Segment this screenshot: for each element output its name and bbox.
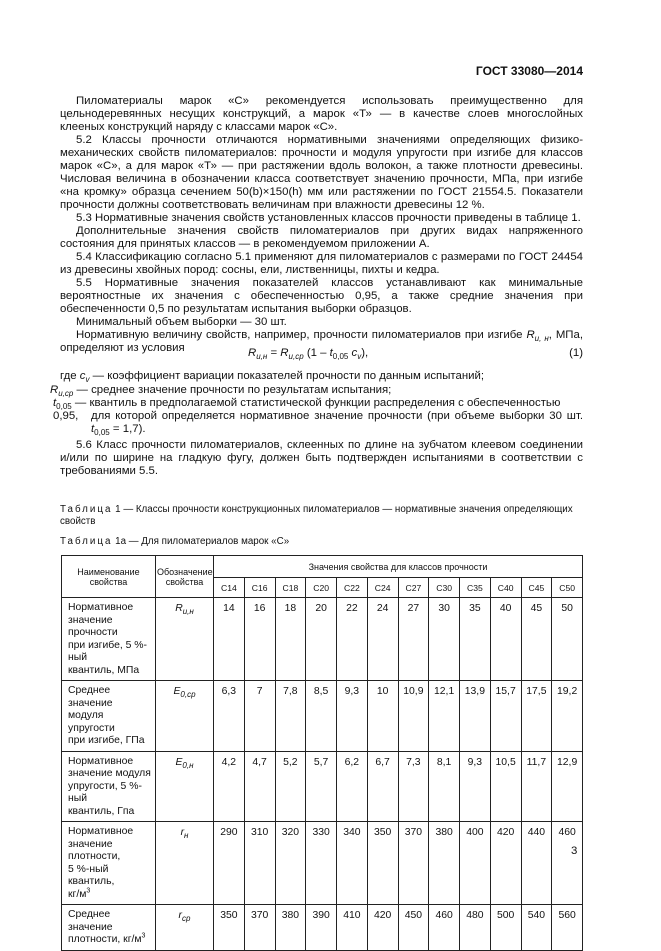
table-cell: 50 (552, 598, 583, 681)
table-cell: 35 (460, 598, 491, 681)
table-cell: 8,1 (429, 751, 460, 822)
table-row (62, 822, 583, 905)
table-cell: 6,3 (214, 681, 245, 752)
definition-t005-line2: для которой определяется нормативное значение прочности (при объеме выборки 30 шт. (91, 410, 583, 422)
table-cell: 540 (521, 905, 552, 951)
table-cell: 390 (306, 905, 337, 951)
table-cell: 400 (460, 822, 491, 905)
class-header: С40 (490, 578, 521, 598)
formula-number: (1) (569, 347, 583, 359)
table-cell: 7 (244, 681, 275, 752)
table-cell: 480 (460, 905, 491, 951)
class-header: С35 (460, 578, 491, 598)
row-name: Нормативное значение плотности, 5 %-ный квантиль, $кг/м^3$ (62, 822, 156, 905)
definition-t005: $t_{0,05}$ — квантиль в предполагаемой статистической функции распределения с обеспеченностью 0,95, (53, 397, 561, 422)
table-row (62, 751, 583, 822)
class-header: С24 (367, 578, 398, 598)
table-cell: 420 (490, 822, 521, 905)
table-cell: 460 (429, 905, 460, 951)
table-cell: 380 (275, 905, 306, 951)
row-symbol: $r_{ср}$ (156, 905, 214, 951)
table-cell: 9,3 (460, 751, 491, 822)
paragraph-appendix: Дополнительные значения свойств пиломатериалов при других видах напряженного состояния для принятых классов — в рекомендуемом приложении А. (60, 225, 583, 250)
table-row (62, 598, 583, 681)
table-cell: 460 (552, 822, 583, 905)
paragraph-1: Пиломатериалы марок «С» рекомендуется использовать преимущественно для цельнодеревянных несущих конструкций, а марок «Т» — в качестве слоев многослойных клееных конструкций наряду с классами марок «С». (60, 95, 583, 133)
column-header-symbol: Обозначение свойства (156, 556, 214, 598)
table-cell: 410 (337, 905, 368, 951)
table-cell: 500 (490, 905, 521, 951)
paragraph-5-2: 5.2 Классы прочности отличаются нормативными значениями определяющих физико-механических свойств пиломатериалов: прочности и модуля упругости при изгибе для классов марок «С», а для марок «Т» — при растяжении вдоль волокон, а также плотности древесины. Числовая величина в обозначении класса соответствует значению прочности, МПа, при изгибе «на кромку» образца сечением 50(b)×150(h) мм или растяжении по ГОСТ 21554.5. Показатели прочности должны соответствовать величинам при влажности древесины 12 %. (60, 134, 583, 211)
paragraph-5-3: 5.3 Нормативные значения свойств установленных классов прочности приведены в таблице 1. (76, 212, 581, 224)
paragraph-sample-size: Минимальный объем выборки — 30 шт. (76, 316, 287, 328)
paragraph-5-4: 5.4 Классификацию согласно 5.1 применяют для пиломатериалов с размерами по ГОСТ 24454 из древесины хвойных пород: сосны, ели, лиственницы, пихты и кедра. (60, 251, 583, 276)
table-cell: 380 (429, 822, 460, 905)
table-cell: 290 (214, 822, 245, 905)
table-cell: 370 (398, 822, 429, 905)
table-cell: 7,3 (398, 751, 429, 822)
row-name: Нормативное значение прочности при изгибе, 5 %-ный квантиль, МПа (62, 598, 156, 681)
table-cell: 12,9 (552, 751, 583, 822)
paragraph-5-5: 5.5 Нормативные значения показателей классов устанавливают как минимальные вероятностные их значения с обеспеченностью 0,95, а также средние значения при обеспеченности 0,5 по результатам испытания выборки образцов. (60, 277, 583, 315)
table-cell: 4,2 (214, 751, 245, 822)
table-cell: 420 (367, 905, 398, 951)
table-cell: 27 (398, 598, 429, 681)
paragraph-normative: Нормативную величину свойств, например, прочности пиломатериалов при изгибе $R_{u, н}$, МПа, определяют из условия (60, 329, 583, 354)
table-cell: 15,7 (490, 681, 521, 752)
class-header: С27 (398, 578, 429, 598)
formula-expression: $R_{u,н} = R_{u,ср}$ ($1 - t_{0,05}$ $c_v$), (248, 347, 369, 361)
class-header: С16 (244, 578, 275, 598)
paragraph-5-6: 5.6 Класс прочности пиломатериалов, склеенных по длине на зубчатом клеевом соединении и/или по ширине на гладкую фугу, должен быть подтвержден испытаниями в соответствии с требованиями 5.5. (60, 439, 583, 477)
table-cell: 6,7 (367, 751, 398, 822)
table-cell: 12,1 (429, 681, 460, 752)
table-cell: 10,9 (398, 681, 429, 752)
class-header: С50 (552, 578, 583, 598)
table-cell: 450 (398, 905, 429, 951)
table-cell: 18 (275, 598, 306, 681)
table-cell: 330 (306, 822, 337, 905)
table-cell: 30 (429, 598, 460, 681)
paragraph-5-6-wrap (60, 439, 583, 478)
formula-1 (60, 347, 583, 363)
table-cell: 24 (367, 598, 398, 681)
row-symbol: $r_н$ (156, 822, 214, 905)
class-header: С18 (275, 578, 306, 598)
row-symbol: $E_{0,н}$ (156, 751, 214, 822)
row-name: Среднее значение модуля упругости при изгибе, ГПа (62, 681, 156, 752)
table-cell: 350 (214, 905, 245, 951)
class-header: С22 (337, 578, 368, 598)
table-cell: 340 (337, 822, 368, 905)
table-cell: 350 (367, 822, 398, 905)
table-cell: 11,7 (521, 751, 552, 822)
table-cell: 5,2 (275, 751, 306, 822)
table-cell: 45 (521, 598, 552, 681)
class-header: С14 (214, 578, 245, 598)
table-cell: 14 (214, 598, 245, 681)
table-1-caption: Таблица 1 — Классы прочности конструкционных пиломатериалов — нормативные значения определяющих свойств (60, 504, 573, 527)
strength-class-table (61, 555, 583, 951)
table-cell: 16 (244, 598, 275, 681)
table-cell: 20 (306, 598, 337, 681)
table-cell: 13,9 (460, 681, 491, 752)
row-name: Среднее значение плотности, $кг/м^3$ (62, 905, 156, 951)
table-cell: 9,3 (337, 681, 368, 752)
table-row (62, 905, 583, 951)
table-cell: 7,8 (275, 681, 306, 752)
class-header: С30 (429, 578, 460, 598)
table-cell: 5,7 (306, 751, 337, 822)
table-cell: 560 (552, 905, 583, 951)
definition-ru-cp: $R_{u,ср}$ — среднее значение прочности по результатам испытания; (50, 384, 392, 398)
table-cell: 310 (244, 822, 275, 905)
table-cell: 10 (367, 681, 398, 752)
table-cell: 4,7 (244, 751, 275, 822)
table-cell: 320 (275, 822, 306, 905)
class-header: С45 (521, 578, 552, 598)
definition-cv: где $c_v$ — коэффициент вариации показателей прочности по данным испытаний; (60, 370, 485, 384)
table-cell: 40 (490, 598, 521, 681)
body-text (60, 95, 583, 355)
table-1a-caption: Таблица 1а — Для пиломатериалов марок «С» (60, 536, 290, 547)
column-header-name: Наименование свойства (62, 556, 156, 598)
page-number: 3 (571, 845, 578, 857)
row-name: Нормативное значение модуля упругости, 5 %-ный квантиль, Гпа (62, 751, 156, 822)
table-cell: 6,2 (337, 751, 368, 822)
table-cell: 10,5 (490, 751, 521, 822)
table-cell: 370 (244, 905, 275, 951)
table-cell: 19,2 (552, 681, 583, 752)
table-cell: 8,5 (306, 681, 337, 752)
row-symbol: $E_{0,ср}$ (156, 681, 214, 752)
definition-t005-line3: $t_{0,05} = 1,7$). (91, 423, 146, 437)
table-row (62, 681, 583, 752)
document-header: ГОСТ 33080—2014 (475, 64, 583, 78)
table-cell: 440 (521, 822, 552, 905)
table-cell: 17,5 (521, 681, 552, 752)
column-header-values: Значения свойства для классов прочности (214, 556, 583, 578)
row-symbol: $R_{u,н}$ (156, 598, 214, 681)
class-header: С20 (306, 578, 337, 598)
table-cell: 22 (337, 598, 368, 681)
